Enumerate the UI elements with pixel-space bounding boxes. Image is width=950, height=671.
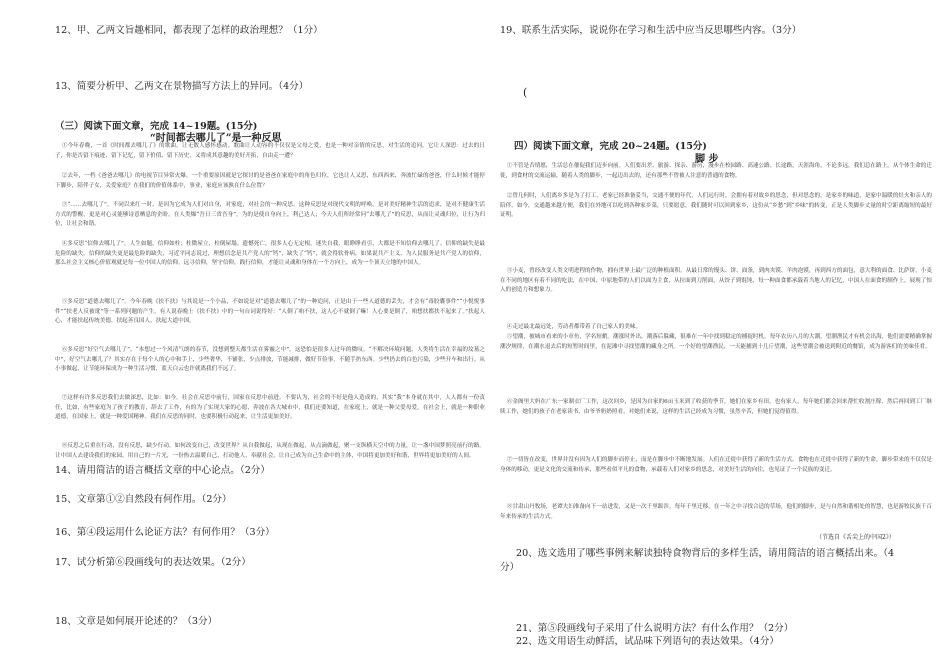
paragraph-8: ⑧反思之后重在行动，没有反思，缺少行动，如何改变自己，改变世界？从自我做起，从现在做起，从点滴做起，聚一支纵横天空中的力量，让一盏中国梦照亮前行的路。让中国人去建设我们的家园，用自己的一片光，一份热去温暖自己，打动他人，奉献社会，让自己成为自己生命中的主体，中国将更加美好和谐，世界将更加美好的人间。 (55, 443, 485, 459)
paragraph-r7: ⑦一切皆在改变，世界并没有因为人们的脚步而停止，而是在脚步中不断地发展。人们在迁徙中获得了新的生活方式，食物也在迁徙中获得了新的生命，脚步带来的不仅仅是身体的移动，更是文化的交流和传承，那些看似平凡的食物，承载着人们对家乡的思念，对美好生活的向往，也见证了一个民族的变迁。 (500, 457, 932, 473)
paragraph-r4: ④走过最北最远处，劳动者都带着了自己家人的美味。 (506, 324, 641, 330)
paragraph-r5: ⑤望潮，被城市看来的小章鱼，学名短蛸。潮涨时外出，潮落后躲藏，很难在一年中找到稳定的捕捉时机。每年农历八月的大潮，望潮渔民才有机会出海，他们需要精确掌握潮汐规律，在潮水退去后的短暂时间里，在泥滩中寻找望潮的藏身之所。一个好的望潮渔民，一天能捕到十几斤望潮，这些望潮会被送到附近的餐馆，成为游客们的美味佳肴。 (500, 334, 932, 350)
paragraph-7: ⑦这样有许多反思我们去做深思，比如：如今，社会在反思中前行，国家在反思中前进。不要认为，社会的不好是他人造成的，其实“我”本身就在其中，人人都有一份责任，比如，有些家庭为了孩子的教育，辞去了工作，有的为了实现大家的心愿，奔波在各大城市中，我们还要知道，在家庭上，就是一种父爱母爱，在社会上，就是一种职业道德。在国家上，就是一种爱国精神。我们在反思的同时，也要积极行动起来，让生活更加美好。 (55, 395, 485, 421)
question-17: 17、试分析第⑥段画线句的表达效果。（2分） (55, 557, 251, 568)
paragraph-2: ②去年，一档《爸爸去哪儿》的电视节目异常火爆。一个重要原因就是它探讨的是爸爸在家庭中的角色归位，它也让人又思，东西西来，奔波忙碌的爸爸，什么时候才能停下脚步，陪伴子女，关爱家庭？在我们的价值体系中，事业，家庭应该孰在什么位置？ (55, 173, 485, 189)
question-16: 16、第④段运用什么论证方法？有何作用？（3分） (55, 527, 275, 538)
section-4-heading: 四）阅读下面文章，完成 20~24题。(15分) (514, 141, 707, 152)
question-15: 15、文章第①②自然段有何作用。（2分） (55, 494, 232, 505)
question-21: 21、第⑤段画线句子采用了什么说明方法？有什么作用？（2分） (516, 623, 794, 634)
question-22: 22、选文用语生动鲜活，试品味下列语句的表达效果。（4分） (516, 636, 779, 647)
paragraph-r8: ⑧甘肃山丹牧场，老谭夫妇准备向下一站进发，又是一次千里跋涉。每年千里迁移，在一年之中寻找合适的草场，他们的脚步，是与自然和谐相处的智慧，也是游牧民族千百年来传承的生活方式。 (500, 504, 932, 520)
article-title-right: 脚 步 (695, 154, 719, 165)
question-20-cont: 分） (500, 562, 520, 573)
paragraph-r1: ①不管是否情愿，生活总在催促我们迈步向前。人们要出差、旅游、探亲、游历，漫步在校园路、高速公路、长途路，天涯海角，不论多远，我们总在路上。从个体生命的迁徙，到食材的交流运输，随着人类的脚步，一起迈出去的，还有那些不曾被人注意的普通的食物。 (500, 163, 932, 179)
paragraph-r3: ③小麦，曾经改变人类文明进程的作物，拥有世界上最广泛的种植面积。从最日常的馒头、饼、面条，到肉夹馍、羊肉泡馍，再到西方的面包，意大利的面食、比萨饼，小麦在不同的地区有着不同的吃法，在中国，中原地带的人们以面为主食，从拉面到刀削面，从饺子到馄饨，每一种面食都承载着当地人的记忆，中国人在面食的制作上，展现了惊人的创造力和想象力。 (500, 268, 932, 294)
question-13: 13、简要分析甲、乙两文在景物描写方法上的异同。（4分） (55, 81, 309, 92)
question-20: 20、选文选用了哪些事例来解读独特食物背后的多样生活，请用简洁的语言概括出来。（4 (516, 548, 895, 559)
question-19: 19、联系生活实际，说说你在学习和生活中应当反思哪些内容。（3分） (500, 25, 802, 36)
source-caption: （节选自《舌尖上的中国2》） (816, 534, 895, 541)
paragraph-1: ①今年春晚，一首《时间都去哪儿了》的歌曲，让无数人感怀感动。歌曲让人动容的不仅仅是父母之爱，也是一种对亲情的反思，对生活的追问。它让人深思：过去的日子，你是否留下痕迹、留下记忆，留下价值、留下历史，又将成其意趣的美好开拓，自由走一遭？ (55, 143, 485, 159)
question-14: 14、请用简洁的语言概括文章的中心论点。（2分） (55, 465, 270, 476)
question-18: 18、文章是如何展开论述的？（3分） (55, 616, 218, 627)
paragraph-4: ④多反思“信仰去哪儿了”。人生如题，信仰如柱；柱微屋立，柱倒屋塌。遗憾死亡，很多人心无定根，迷失自我，眼睁睁看引，大都是不知信仰去哪儿了。信仰的缺失是最危险的缺失。信仰的缺失更是最危险的缺失，习近平同志说过，理想信念是共产党人的“钙”，缺失了“钙”，就会得软骨病，如果说共产主义、为人民服务是共产党人的信仰，那么社会主义核心价值观就是每一位中国人的信仰，远寻信仰，坚守信仰，践行信仰，才能让灵魂和身体在一个方向上，成为一个顶天立地的中国人。 (55, 241, 485, 267)
paragraph-5: ⑤多反思“道德去哪儿了”。今年春晚《扶不扶》与其说是一个小品，不如说是对“道德去哪儿了”的一种追问，正是由于一些人道德的丢失，才会有“毒胶囊事件”“小悦悦事件”“扶老人反被讹”等一系列问题的产生。有人说春晚上《扶不扶》中的一句台词说得好：“人倒了咱不扶，这人心不就倒了嘛！人心要是倒了，咱想扶都扶不起来了。”扶起人心，才能扶起传统美德，扶起善良国人，扶起大道中国。 (55, 299, 485, 325)
paragraph-6: ⑥多反思“好空气去哪儿了”。“本想过一个风清气朗的春节，没想到整天都生活在雾霾之中”，这恐怕是很多人过年的微叹。“不解决环境问题，人类将生活在幸福的坟墓之中”，好空气去哪儿了？其实存在于每个人的心中和手上，少些奢华，不铺张，少点排放，节能减排，做好节俭事，不随手扔东西。少些扔去的白色污染，少些开车和出行。从小事做起，让节能环保成为一种生活习惯，蓝天白云也许就离我们不远了。 (55, 347, 485, 373)
paragraph-3: ③“……去哪儿了”，不同以来红一时，是因为它成为人们对自身，对家庭，对社会的一种反思。这种反思是对现代文明的呼唤，是对美好精神生活的追求，是对不健康生活方式的警醒，更是对心灵能够诗意栖息的企盼。在人类爆“吾日三省吾身”，为的是使自身向上，利己达人；今天人们所经常问“去哪儿了”的反思，从而让灵魂归位，让行为归位，让社会和谐。 (55, 202, 485, 228)
paragraph-r2: ②曾几何时，人们离乡多是为了打工，老家已经准备妥当，交通不便的年代，人们远行时，会拥有着对故乡的思念，但对思念的，是家乡的味道，是家中温暖的灶火和亲人的陪伴。如今，交通越来越方便，我们在外地可以吃到各种家乡菜，只要愿意，我们随时可以回到家乡，这份从“乡愁”到“乡味”的转变，正是人类脚步丈量的时空距离缩短的最好证明。 (500, 193, 932, 219)
open-parenthesis: ( (523, 86, 528, 99)
paragraph-r6: ⑥金阁里大妈在广东一家制衣厂工作，这次回乡，是因为自家的6亩玉米到了收获的季节，她们在家乡有田，也有家人，每年她们都会回来帮忙收割庄稼，然后再回到工厂继续工作，她们的孩子在老家读书，由爷爷奶奶照看，对她们来说，这样的生活已经成为习惯，虽然辛苦，但她们觉得值得。 (500, 399, 932, 415)
section-3-heading: （三）阅读下面文章，完成 14~19题。(15分) (55, 121, 258, 132)
question-12: 12、甲、乙两文旨趣相同，都表现了怎样的政治理想？（1分） (55, 25, 323, 36)
article-title-left: “时间都去哪儿了”是一种反思 (150, 133, 282, 144)
